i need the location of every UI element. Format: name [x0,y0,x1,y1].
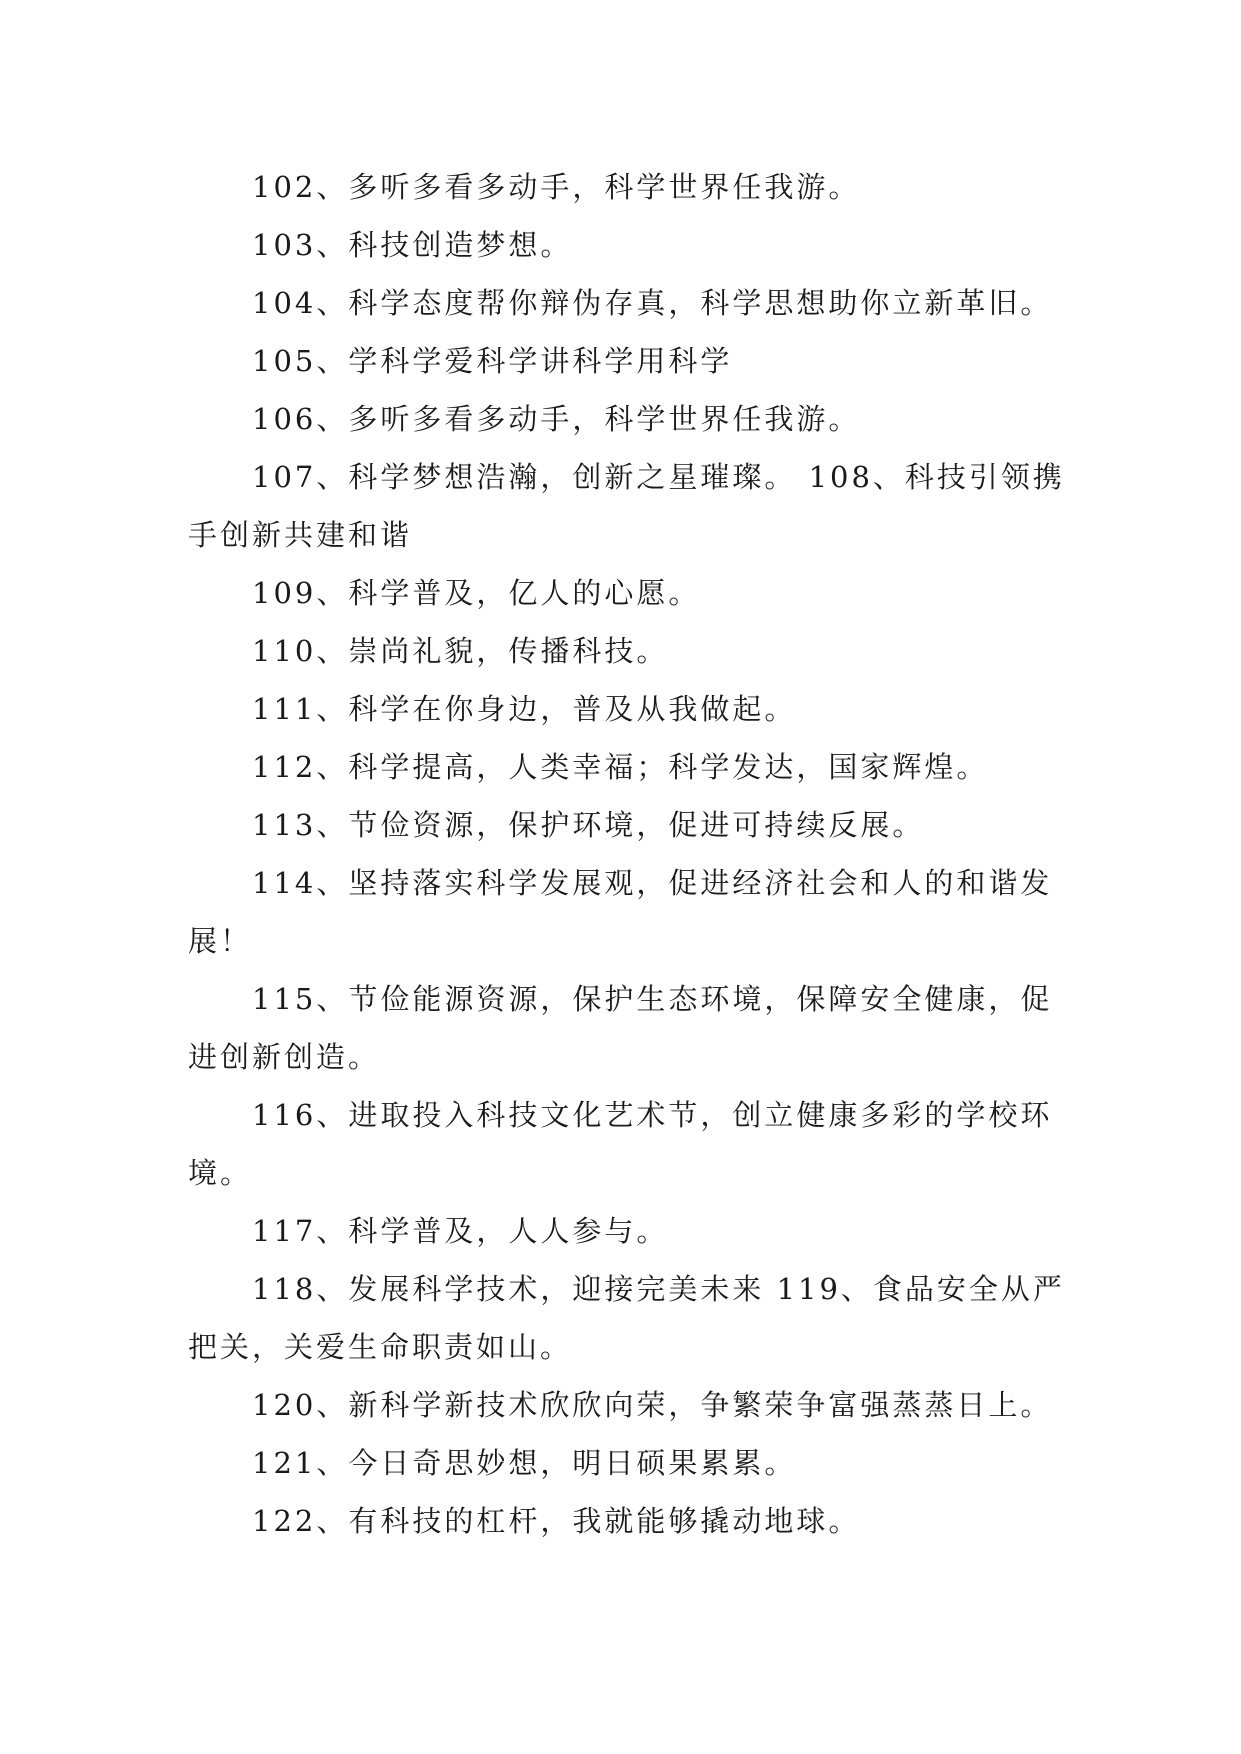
list-item: 106、多听多看多动手，科学世界任我游。 [252,402,861,436]
list-item: 113、节俭资源，保护环境，促进可持续反展。 [252,808,925,842]
list-item: 102、多听多看多动手，科学世界任我游。 [252,170,861,204]
list-item: 114、坚持落实科学发展观，促进经济社会和人的和谐发展！ [188,866,1053,958]
list-item: 107、科学梦想浩瀚，创新之星璀璨。 108、科技引领携手创新共建和谐 [188,460,1065,552]
list-item: 103、科技创造梦想。 [252,228,573,262]
list-item: 122、有科技的杠杆，我就能够撬动地球。 [252,1504,861,1538]
list-item: 120、新科学新技术欣欣向荣，争繁荣争富强蒸蒸日上。 [252,1388,1053,1422]
list-item: 105、学科学爱科学讲科学用科学 [252,344,733,378]
list-item: 112、科学提高，人类幸福；科学发达，国家辉煌。 [252,750,989,784]
list-item: 111、科学在你身边，普及从我做起。 [252,692,797,726]
list-item: 109、科学普及，亿人的心愿。 [252,576,701,610]
slogan-list [188,158,1068,1550]
list-item: 104、科学态度帮你辩伪存真，科学思想助你立新革旧。 [252,286,1053,320]
list-item: 110、崇尚礼貌，传播科技。 [252,634,669,668]
list-item: 118、发展科学技术，迎接完美未来 119、食品安全从严把关，关爱生命职责如山。 [188,1272,1065,1364]
list-item: 117、科学普及，人人参与。 [252,1214,669,1248]
list-item: 121、今日奇思妙想，明日硕果累累。 [252,1446,797,1480]
list-item: 115、节俭能源资源，保护生态环境，保障安全健康，促进创新创造。 [188,982,1053,1074]
list-item: 116、进取投入科技文化艺术节，创立健康多彩的学校环境。 [188,1098,1053,1190]
